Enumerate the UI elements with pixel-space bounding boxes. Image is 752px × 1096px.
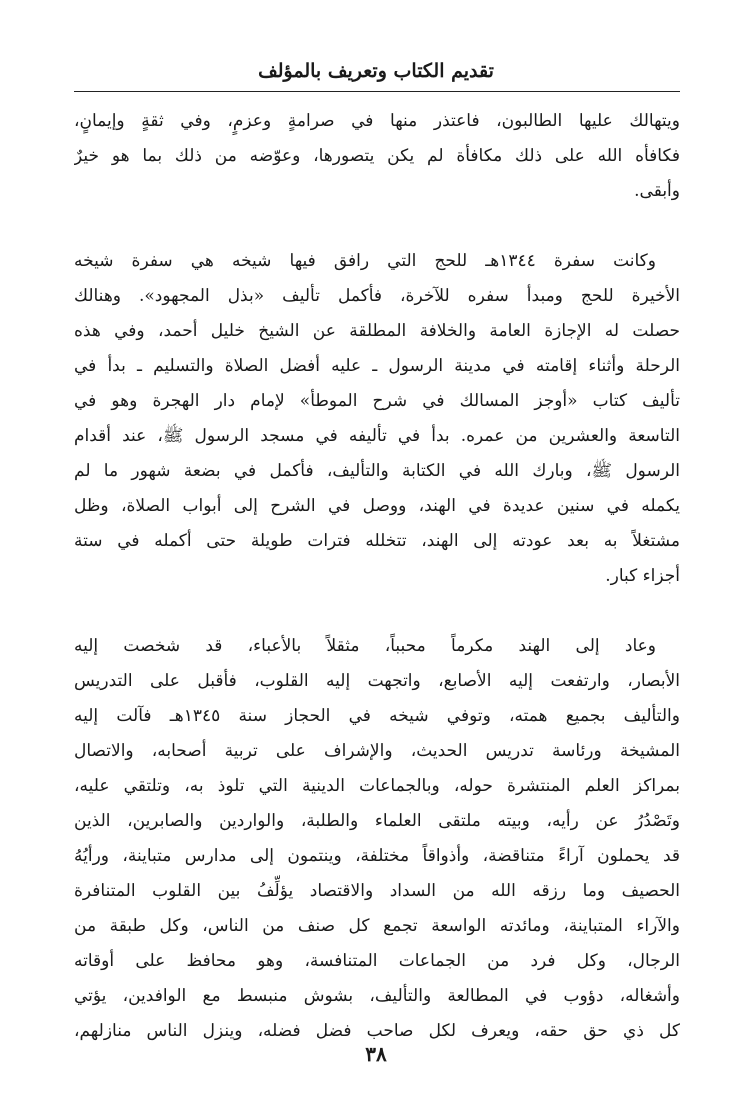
text-line: المشيخة ورئاسة تدريس الحديث، والإشراف على تربية أصحابه، والاتصال	[74, 741, 680, 761]
text-line: الأخيرة للحج ومبدأ سفره للآخرة، فأكمل تأليف «بذل المجهود». وهنالك	[74, 286, 680, 306]
header-divider	[74, 91, 680, 92]
text-line: يكمله في سنين عديدة في الهند، ووصل في الشرح إلى أبواب الصلاة، وظل	[74, 496, 680, 516]
text-line: فكافأه الله على ذلك مكافأة لم يكن يتصورها، وعوّضه من ذلك بما هو خيرٌ	[74, 146, 680, 166]
body-text	[74, 104, 680, 1049]
text-line: وكانت سفرة ١٣٤٤هـ للحج التي رافق فيها شيخه هي سفرة شيخه	[74, 251, 656, 271]
text-line: ويتهالك عليها الطالبون، فاعتذر منها في صرامةٍ وعزمٍ، وفي ثقةٍ وإيمانٍ،	[74, 111, 680, 131]
text-line: قد يحملون آراءً متناقضة، وأذواقاً مختلفة، وينتمون إلى مدارس متباينة، ورأيُهُ	[74, 846, 680, 866]
text-line: كل ذي حق حقه، ويعرف لكل صاحب فضل فضله، وينزل الناس منازلهم،	[74, 1021, 680, 1041]
text-line: الرسول ﷺ، وبارك الله في الكتابة والتأليف، فأكمل في بضعة شهور ما لم	[74, 461, 680, 481]
paragraph-2	[74, 244, 680, 594]
text-line: مشتغلاً به بعد عودته إلى الهند، تتخلله فترات طويلة حتى أكمله في ستة	[74, 531, 680, 551]
text-line: الأبصار، وارتفعت إليه الأصابع، واتجهت إليه القلوب، فأقبل على التدريس	[74, 671, 680, 691]
text-line: والتأليف بجميع همته، وتوفي شيخه في الحجاز سنة ١٣٤٥هـ فآلت إليه	[74, 706, 680, 726]
text-line: تأليف كتاب «أوجز المسالك في شرح الموطأ» لإمام دار الهجرة وهو في	[74, 391, 680, 411]
text-line: وأبقى.	[634, 181, 680, 201]
running-header-title: تقديم الكتاب وتعريف بالمؤلف	[258, 60, 494, 82]
text-line: الرحلة وأثناء إقامته في مدينة الرسول ـ عليه أفضل الصلاة والتسليم ـ بدأ في	[74, 356, 680, 376]
text-line: أجزاء كبار.	[605, 566, 680, 586]
paragraph-1	[74, 104, 680, 209]
text-line: وأشغاله، دؤوب في المطالعة والتأليف، بشوش منبسط مع الوافدين، يؤتي	[74, 986, 680, 1006]
text-line: حصلت له الإجازة العامة والخلافة المطلقة عن الشيخ خليل أحمد، وفي هذه	[74, 321, 680, 341]
text-line: بمراكز العلم المنتشرة حوله، وبالجماعات الدينية التي تلوذ به، وتلتقي عليه،	[74, 776, 680, 796]
page-number: ٣٨	[365, 1042, 387, 1066]
text-line: وتَصْدُرُ عن رأيه، وبيته ملتقى العلماء والطلبة، والواردين والصابرين، الذين	[74, 811, 680, 831]
text-line: وعاد إلى الهند مكرماً محبباً، مثقلاً بالأعباء، قد شخصت إليه	[74, 636, 656, 656]
text-line: الرجال، وكل فرد من الجماعات المتنافسة، وهو محافظ على أوقاته	[74, 951, 680, 971]
paragraph-3	[74, 629, 680, 1049]
text-line: الحصيف وما رزقه الله من السداد والاقتصاد يؤلِّفُ بين القلوب المتنافرة	[74, 881, 680, 901]
text-line: والآراء المتباينة، ومائدته الواسعة تجمع كل صنف من الناس، وكل طبقة من	[74, 916, 680, 936]
text-line: التاسعة والعشرين من عمره. بدأ في تأليفه في مسجد الرسول ﷺ، عند أقدام	[74, 426, 680, 446]
